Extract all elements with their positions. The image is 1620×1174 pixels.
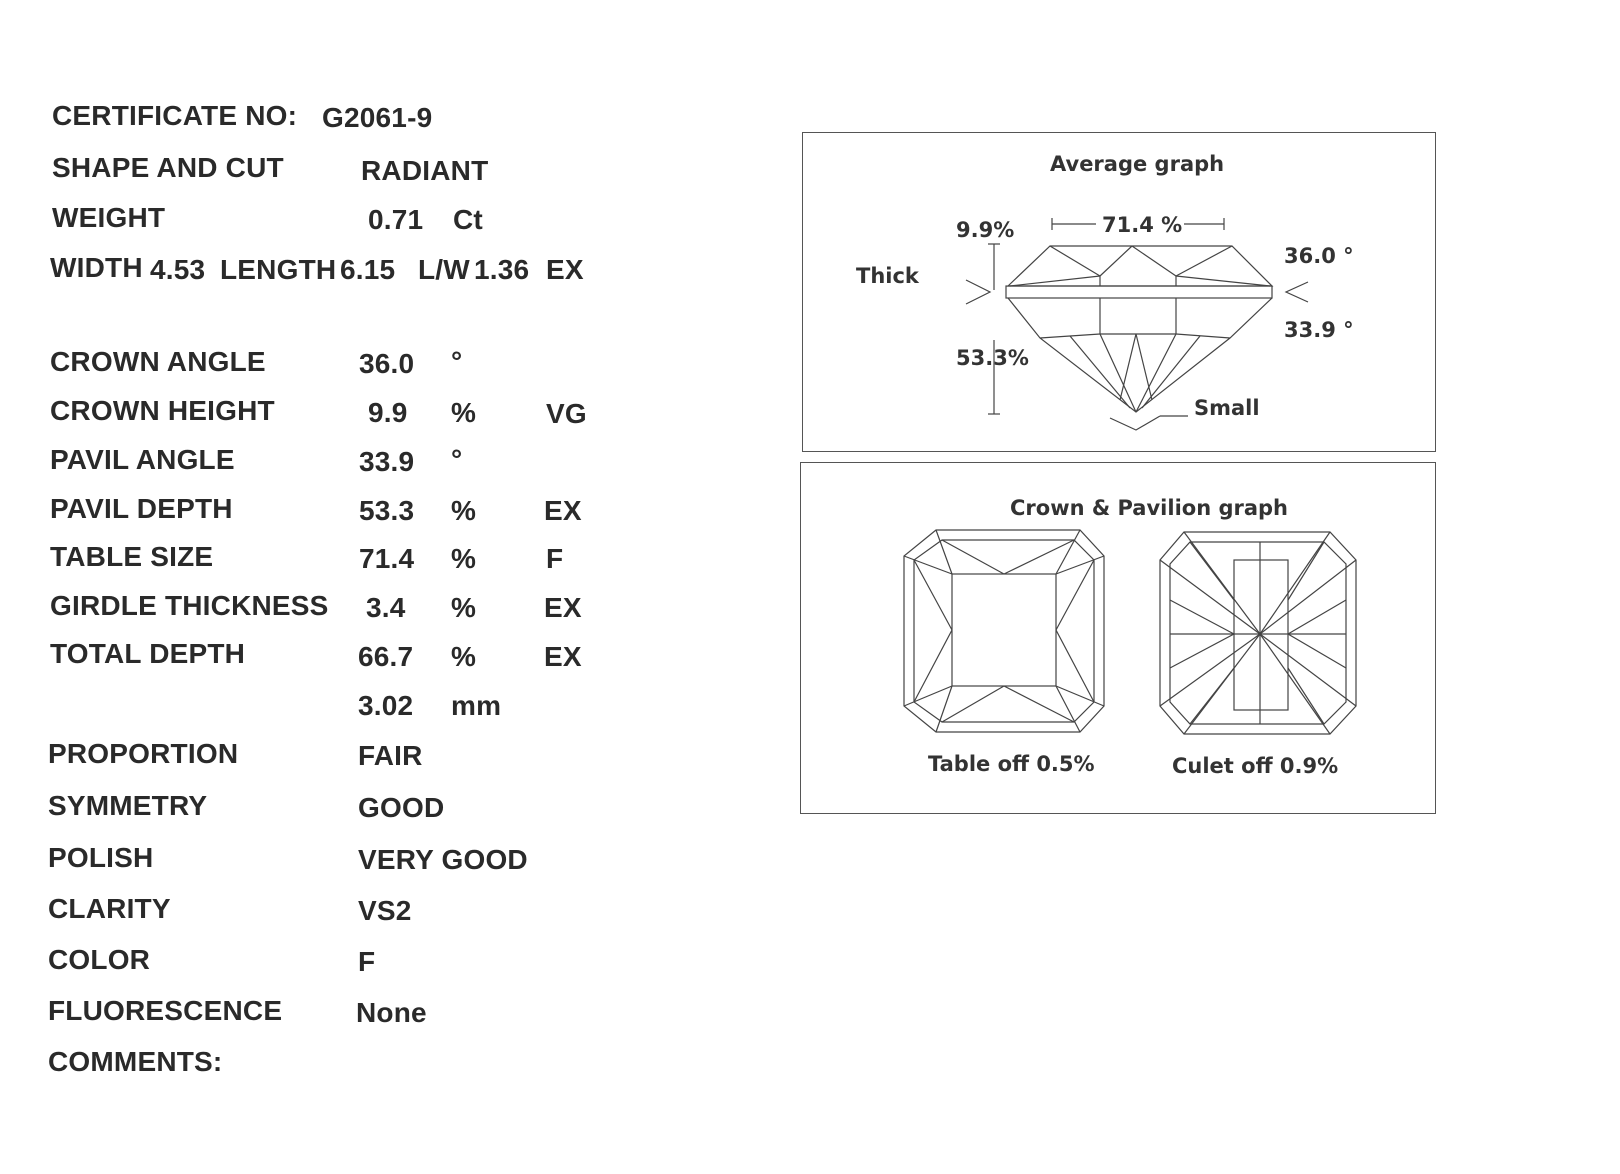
lw-value: 1.36 [474, 254, 530, 285]
grading-value: GOOD [358, 792, 445, 823]
grading-label: FLUORESCENCE [48, 995, 283, 1026]
pavilion-depth-label: 53.3% [956, 346, 1029, 370]
lw-label: L/W [418, 254, 470, 285]
measurement-value: 3.4 [366, 592, 406, 623]
grading-label: SYMMETRY [48, 790, 208, 821]
weight-label: WEIGHT [52, 202, 166, 233]
comments-label: COMMENTS: [48, 1046, 223, 1077]
table-percent-label: 71.4 % [1102, 213, 1183, 237]
width-value: 4.53 [150, 254, 206, 285]
measurement-label: TOTAL DEPTH [50, 638, 246, 669]
grading-value: VERY GOOD [358, 844, 528, 875]
measurement-value: 9.9 [368, 397, 408, 428]
measurement-value: 33.9 [359, 446, 415, 477]
measurement-unit: ° [451, 444, 463, 475]
measurement-unit: % [451, 495, 477, 526]
grading-value: None [356, 997, 427, 1028]
grading-label: COLOR [48, 944, 151, 975]
grading-label: CLARITY [48, 893, 171, 924]
length-value: 6.15 [340, 254, 396, 285]
shape-value: RADIANT [361, 155, 489, 186]
width-label: WIDTH [50, 252, 143, 283]
measurement-unit: % [451, 592, 477, 623]
grading-value: F [358, 946, 376, 977]
grading-label: POLISH [48, 842, 154, 873]
shape-label: SHAPE AND CUT [52, 152, 284, 183]
measurement-label: CROWN HEIGHT [50, 395, 275, 426]
measurement-label: TABLE SIZE [50, 541, 214, 572]
measurement-label: GIRDLE THICKNESS [50, 590, 329, 621]
measurement-value: 53.3 [359, 495, 415, 526]
measurement-grade: F [546, 543, 564, 574]
crown-pavilion-graph-title: Crown & Pavilion graph [1010, 496, 1288, 520]
crown-angle-label: 36.0 ° [1284, 244, 1354, 268]
grading-label: PROPORTION [48, 738, 239, 769]
girdle-label: Thick [856, 264, 919, 288]
measurement-grade: EX [544, 641, 582, 672]
culet-off-label: Culet off 0.9% [1172, 754, 1339, 778]
weight-unit: Ct [453, 204, 483, 235]
certificate-number: G2061-9 [322, 102, 433, 133]
pavilion-angle-label: 33.9 ° [1284, 318, 1354, 342]
weight-value: 0.71 [368, 204, 424, 235]
grading-value: VS2 [358, 895, 412, 926]
measurement-value: 36.0 [359, 348, 415, 379]
measurement-grade: EX [544, 495, 582, 526]
grading-value: FAIR [358, 740, 423, 771]
measurement-value: 71.4 [359, 543, 415, 574]
measurement-label: PAVIL DEPTH [50, 493, 233, 524]
table-off-label: Table off 0.5% [928, 752, 1095, 776]
culet-label: Small [1194, 396, 1260, 420]
measurement-value: 66.7 [358, 641, 414, 672]
measurement-unit: mm [451, 690, 502, 721]
measurement-unit: % [451, 397, 477, 428]
certificate-label: CERTIFICATE NO: [52, 100, 298, 131]
measurement-label: CROWN ANGLE [50, 346, 266, 377]
measurement-unit: ° [451, 346, 463, 377]
length-label: LENGTH [220, 254, 337, 285]
measurement-label: PAVIL ANGLE [50, 444, 235, 475]
measurement-unit: % [451, 641, 477, 672]
measurement-grade: VG [546, 398, 587, 429]
measurement-grade: EX [544, 592, 582, 623]
measurement-value: 3.02 [358, 690, 414, 721]
measurement-unit: % [451, 543, 477, 574]
crown-height-label: 9.9% [956, 218, 1015, 242]
average-graph-title: Average graph [1050, 152, 1225, 176]
dims-grade: EX [546, 254, 584, 285]
